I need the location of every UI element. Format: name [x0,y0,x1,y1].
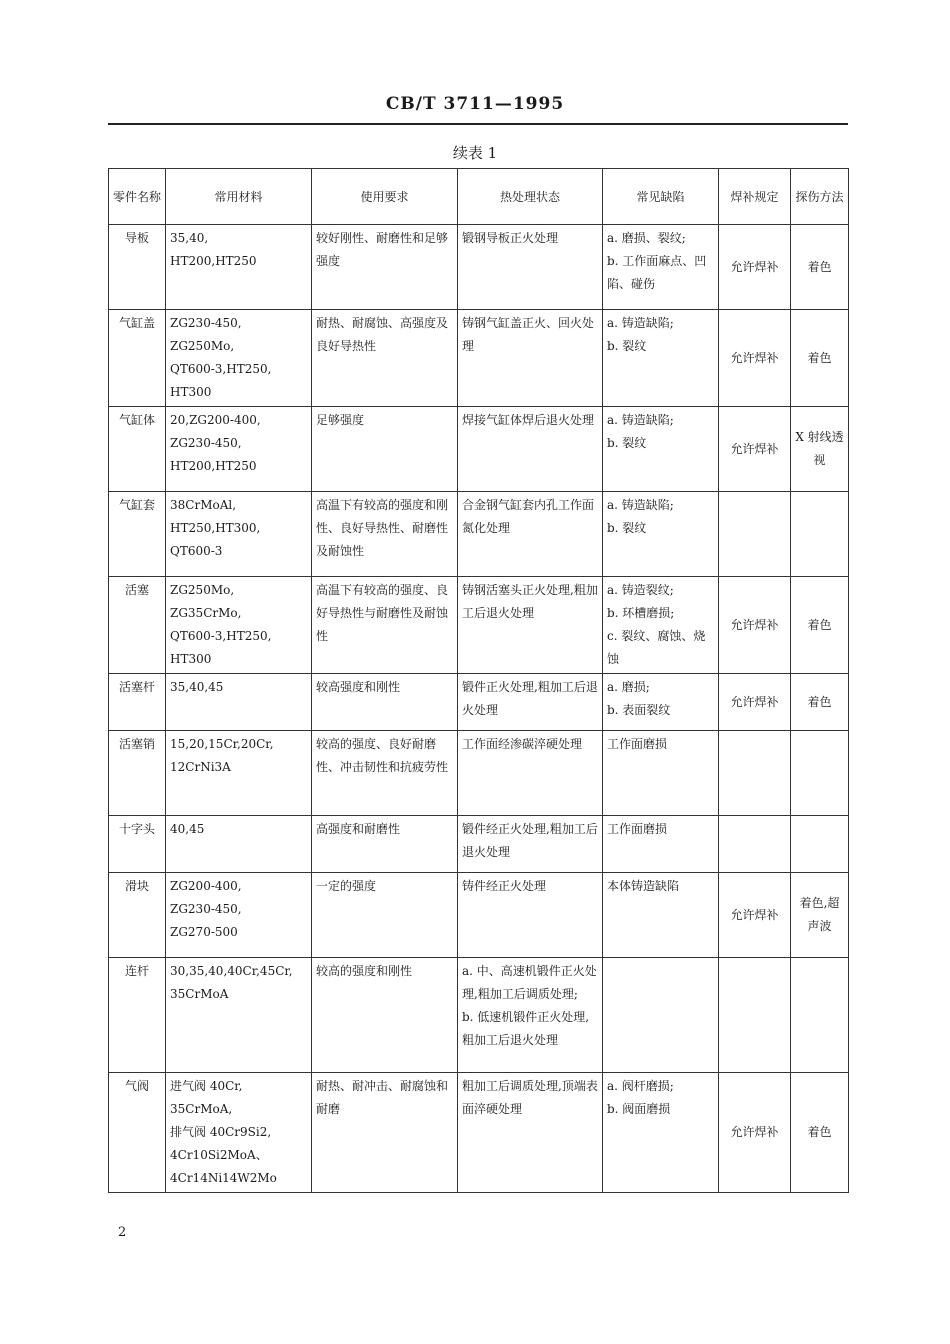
cell-line: ZG200-400, [170,879,242,893]
materials-cell [166,873,312,958]
inspection-method-cell: 着色,超声波 [791,873,849,958]
cell-line: 排气阀 40Cr9Si2, [170,1125,272,1139]
header-rule [108,123,848,125]
welding-rule-cell: 允许焊补 [719,407,791,492]
requirements-cell: 耐热、耐腐蚀、高强度及良好导热性 [312,310,458,407]
cell-line: HT200,HT250 [170,459,257,473]
requirements-cell: 足够强度 [312,407,458,492]
cell-line: 20,ZG200-400, [170,413,261,427]
cell-line: a. 阀杆磨损; [607,1079,674,1093]
table-body [109,225,849,1193]
part-name-cell: 十字头 [109,816,166,873]
cell-line: b. 低速机锻件正火处理,粗加工后退火处理 [462,1010,590,1047]
heat-treatment-cell [458,816,603,873]
welding-rule-cell: 允许焊补 [719,577,791,674]
cell-line: a. 铸造缺陷; [607,316,674,330]
inspection-method-cell: 着色 [791,1073,849,1193]
cell-line: a. 磨损、裂纹; [607,231,686,245]
requirements-cell: 高强度和耐磨性 [312,816,458,873]
cell-line: HT300 [170,385,212,399]
requirements-cell: 高温下有较高的强度、良好导热性与耐磨性及耐蚀性 [312,577,458,674]
cell-line: b. 表面裂纹 [607,703,671,717]
welding-rule-cell: 允许焊补 [719,674,791,731]
column-header: 常见缺陷 [603,169,719,225]
part-name-cell: 活塞杆 [109,674,166,731]
heat-treatment-cell [458,873,603,958]
welding-rule-cell: 允许焊补 [719,225,791,310]
table-row [109,816,849,873]
heat-treatment-cell [458,225,603,310]
cell-line: b. 裂纹 [607,521,647,535]
requirements-cell: 较好刚性、耐磨性和足够强度 [312,225,458,310]
table-row [109,1073,849,1193]
cell-line: ZG230-450, [170,902,242,916]
table-row [109,492,849,577]
part-name-cell: 气缸盖 [109,310,166,407]
table-row [109,577,849,674]
cell-line: 铸钢活塞头正火处理,粗加工后退火处理 [462,583,598,620]
table-row [109,310,849,407]
requirements-cell: 高温下有较高的强度和刚性、良好导热性、耐磨性及耐蚀性 [312,492,458,577]
inspection-method-cell: X 射线透视 [791,407,849,492]
table-row [109,958,849,1073]
standard-code: CB/T 3711—1995 [385,94,565,114]
inspection-method-cell: 着色 [791,310,849,407]
requirements-cell: 较高强度和刚性 [312,674,458,731]
cell-line: ZG250Mo, [170,339,235,353]
cell-line: 锻件经正火处理,粗加工后退火处理 [462,822,598,859]
cell-line: ZG230-450, [170,316,242,330]
part-name-cell: 活塞销 [109,731,166,816]
inspection-method-cell: 着色 [791,674,849,731]
cell-line: 铸钢气缸盖正火、回火处理 [462,316,595,353]
cell-line: b. 裂纹 [607,339,647,353]
cell-line: 合金钢气缸套内孔工作面氮化处理 [462,498,595,535]
welding-rule-cell [719,816,791,873]
requirements-cell: 一定的强度 [312,873,458,958]
heat-treatment-cell [458,407,603,492]
cell-line: 40,45 [170,822,205,836]
cell-line: 30,35,40,40Cr,45Cr, [170,964,293,978]
part-name-cell: 连杆 [109,958,166,1073]
cell-line: HT200,HT250 [170,254,257,268]
page-number: 2 [118,1225,127,1240]
column-header: 使用要求 [312,169,458,225]
cell-line: 工作面磨损 [607,822,668,836]
defects-cell [603,816,719,873]
defects-cell [603,225,719,310]
welding-rule-cell [719,958,791,1073]
column-header: 热处理状态 [458,169,603,225]
welding-rule-cell [719,492,791,577]
cell-line: HT300 [170,652,212,666]
materials-cell [166,674,312,731]
inspection-method-cell [791,492,849,577]
table-row [109,407,849,492]
column-header: 常用材料 [166,169,312,225]
cell-line: QT600-3,HT250, [170,362,272,376]
table-caption: 续表 1 [452,144,498,162]
cell-line: b. 阀面磨损 [607,1102,671,1116]
cell-line: 15,20,15Cr,20Cr, [170,737,274,751]
welding-rule-cell: 允许焊补 [719,310,791,407]
cell-line: 本体铸造缺陷 [607,879,680,893]
defects-cell [603,674,719,731]
requirements-cell: 较高的强度、良好耐磨性、冲击韧性和抗疲劳性 [312,731,458,816]
inspection-method-cell [791,958,849,1073]
cell-line: 锻钢导板正火处理 [462,231,559,245]
part-name-cell: 气缸体 [109,407,166,492]
heat-treatment-cell [458,577,603,674]
defects-cell [603,958,719,1073]
heat-treatment-cell [458,674,603,731]
defects-cell [603,731,719,816]
part-name-cell: 导板 [109,225,166,310]
materials-cell [166,492,312,577]
materials-cell [166,407,312,492]
inspection-method-cell [791,731,849,816]
materials-cell [166,577,312,674]
requirements-cell: 较高的强度和刚性 [312,958,458,1073]
cell-line: a. 中、高速机锻件正火处理,粗加工后调质处理; [462,964,597,1001]
cell-line: 35,40,45 [170,680,224,694]
heat-treatment-cell [458,1073,603,1193]
cell-line: 4Cr14Ni14W2Mo [170,1171,277,1185]
materials-cell [166,1073,312,1193]
inspection-method-cell [791,816,849,873]
materials-cell [166,310,312,407]
defects-cell [603,407,719,492]
cell-line: 38CrMoAl, [170,498,237,512]
defects-cell [603,492,719,577]
defects-cell [603,1073,719,1193]
cell-line: 粗加工后调质处理,顶端表面淬硬处理 [462,1079,598,1116]
cell-line: 12CrNi3A [170,760,231,774]
cell-line: 4Cr10Si2MoA、 [170,1148,268,1162]
cell-line: QT600-3 [170,544,223,558]
requirements-cell: 耐热、耐冲击、耐腐蚀和耐磨 [312,1073,458,1193]
heat-treatment-cell [458,731,603,816]
part-name-cell: 活塞 [109,577,166,674]
cell-line: HT250,HT300, [170,521,261,535]
welding-rule-cell: 允许焊补 [719,1073,791,1193]
materials-cell [166,225,312,310]
inspection-method-cell: 着色 [791,225,849,310]
inspection-method-cell: 着色 [791,577,849,674]
cell-line: a. 铸造缺陷; [607,413,674,427]
part-name-cell: 气缸套 [109,492,166,577]
cell-line: 工作面磨损 [607,737,668,751]
cell-line: 工作面经渗碳淬硬处理 [462,737,583,751]
heat-treatment-cell [458,492,603,577]
cell-line: ZG230-450, [170,436,242,450]
welding-rule-cell [719,731,791,816]
table-row [109,674,849,731]
defects-cell [603,873,719,958]
part-name-cell: 气阀 [109,1073,166,1193]
part-name-cell: 滑块 [109,873,166,958]
cell-line: a. 铸造缺陷; [607,498,674,512]
materials-cell [166,731,312,816]
cell-line: 35,40, [170,231,209,245]
cell-line: a. 磨损; [607,680,650,694]
column-header: 焊补规定 [719,169,791,225]
column-header: 探伤方法 [791,169,849,225]
cell-line: ZG35CrMo, [170,606,242,620]
defects-cell [603,577,719,674]
table-header-row [109,169,849,225]
table-row [109,731,849,816]
cell-line: 铸件经正火处理 [462,879,547,893]
cell-line: 35CrMoA, [170,1102,233,1116]
materials-cell [166,958,312,1073]
heat-treatment-cell [458,310,603,407]
table-row [109,225,849,310]
cell-line: 进气阀 40Cr, [170,1079,243,1093]
parts-table [108,168,849,1193]
cell-line: b. 裂纹 [607,436,647,450]
cell-line: 35CrMoA [170,987,229,1001]
defects-cell [603,310,719,407]
cell-line: QT600-3,HT250, [170,629,272,643]
table-row [109,873,849,958]
cell-line: 焊接气缸体焊后退火处理 [462,413,595,427]
cell-line: ZG250Mo, [170,583,235,597]
cell-line: c. 裂纹、腐蚀、烧蚀 [607,629,706,666]
cell-line: ZG270-500 [170,925,238,939]
cell-line: b. 环槽磨损; [607,606,675,620]
cell-line: 锻件正火处理,粗加工后退火处理 [462,680,598,717]
welding-rule-cell: 允许焊补 [719,873,791,958]
cell-line: a. 铸造裂纹; [607,583,674,597]
column-header: 零件名称 [109,169,166,225]
cell-line: b. 工作面麻点、凹陷、碰伤 [607,254,707,291]
materials-cell [166,816,312,873]
heat-treatment-cell [458,958,603,1073]
